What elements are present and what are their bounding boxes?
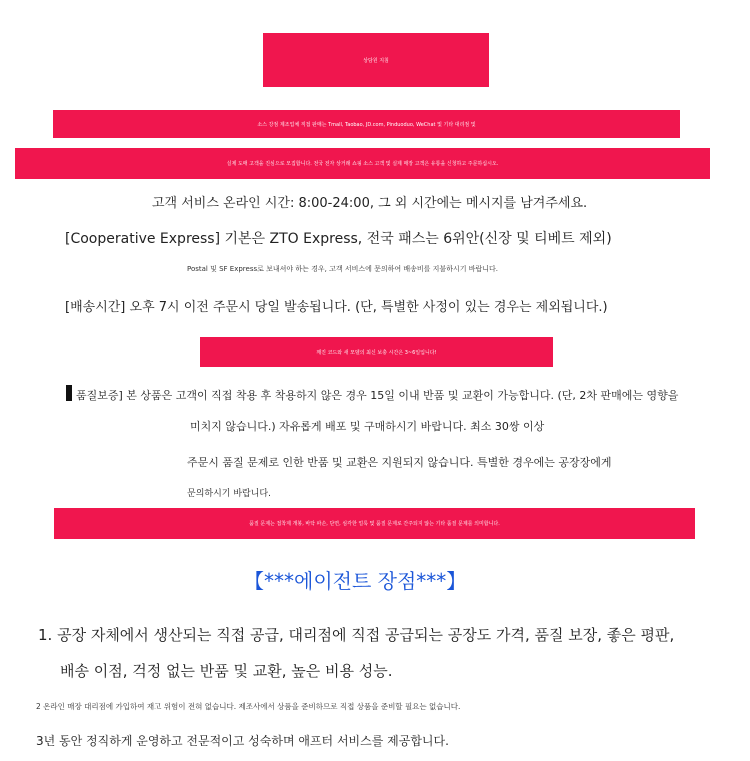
restock-banner: 깨진 코드와 새 모델의 최신 보충 시간은 3~6일입니다! <box>200 337 553 367</box>
page-title: 상담원 지침 <box>263 33 489 87</box>
dispatch-time-text: [배송시간] 오후 7시 이전 주문시 당일 발송됩니다. (단, 특별한 사정이 있는 경우는 제외됩니다.) <box>65 300 608 315</box>
agent-advantages-heading: 【***에이전트 장점***】 <box>244 569 467 593</box>
agent-line-4: 3년 동안 정직하게 운영하고 전문적이고 성숙하며 애프터 서비스를 제공합니다. <box>36 734 449 748</box>
agent-line-3: 2 온라인 매장 대리점에 가입하여 재고 위험이 전혀 없습니다. 제조사에서 상품을 준비하므로 직접 상품을 준비할 필요는 없습니다. <box>36 702 461 711</box>
quality-line-2: 미치지 않습니다.) 자유롭게 배포 및 구매하시기 바랍니다. 최소 30쌍 이상 <box>190 420 545 433</box>
quality-line-3: 주문시 품질 문제로 인한 반품 및 교환은 지원되지 않습니다. 특별한 경우에는 공장장에게 <box>187 456 612 469</box>
quality-definition-banner: 품질 문제는 접착제 개봉, 바닥 파손, 단면, 심각한 얼룩 및 품질 문제로 간주되지 않는 기타 품질 문제를 의미합니다. <box>54 508 695 539</box>
recruit-banner-line2: 실제 도매 고객을 진심으로 모집합니다. 전국 전자 상거래 쇼핑 소스 고객 및 실제 매장 고객은 유통을 신청하고 주문하십시오. <box>15 148 710 179</box>
bracket-icon <box>66 385 72 401</box>
agent-line-2: 배송 이점, 걱정 없는 반품 및 교환, 높은 비용 성능. <box>60 662 393 680</box>
recruit-banner-line1: 소스 강점 제조업체 직접 판매는 Tmall, Taobao, JD.com, Pinduoduo, WeChat 및 기타 대리점 및 <box>53 110 680 138</box>
quality-line-4: 문의하시기 바랍니다. <box>187 489 271 499</box>
service-hours-text: 고객 서비스 온라인 시간: 8:00-24:00, 그 외 시간에는 메시지를 남겨주세요. <box>152 196 588 211</box>
quality-line-1: 품질보증] 본 상품은 고객이 직접 착용 후 착용하지 않은 경우 15일 이내 반품 및 교환이 가능합니다. (단, 2차 판매에는 영향을 <box>76 389 679 402</box>
agent-line-1: 1. 공장 자체에서 생산되는 직접 공급, 대리점에 직접 공급되는 공장도 가격, 품질 보장, 좋은 평판, <box>38 626 675 644</box>
shipping-text: [Cooperative Express] 기본은 ZTO Express, 전국 패스는 6위안(신장 및 티베트 제외) <box>65 231 612 247</box>
shipping-note: Postal 및 SF Express로 보내셔야 하는 경우, 고객 서비스에 문의하여 배송비를 지불하시기 바랍니다. <box>187 265 498 273</box>
